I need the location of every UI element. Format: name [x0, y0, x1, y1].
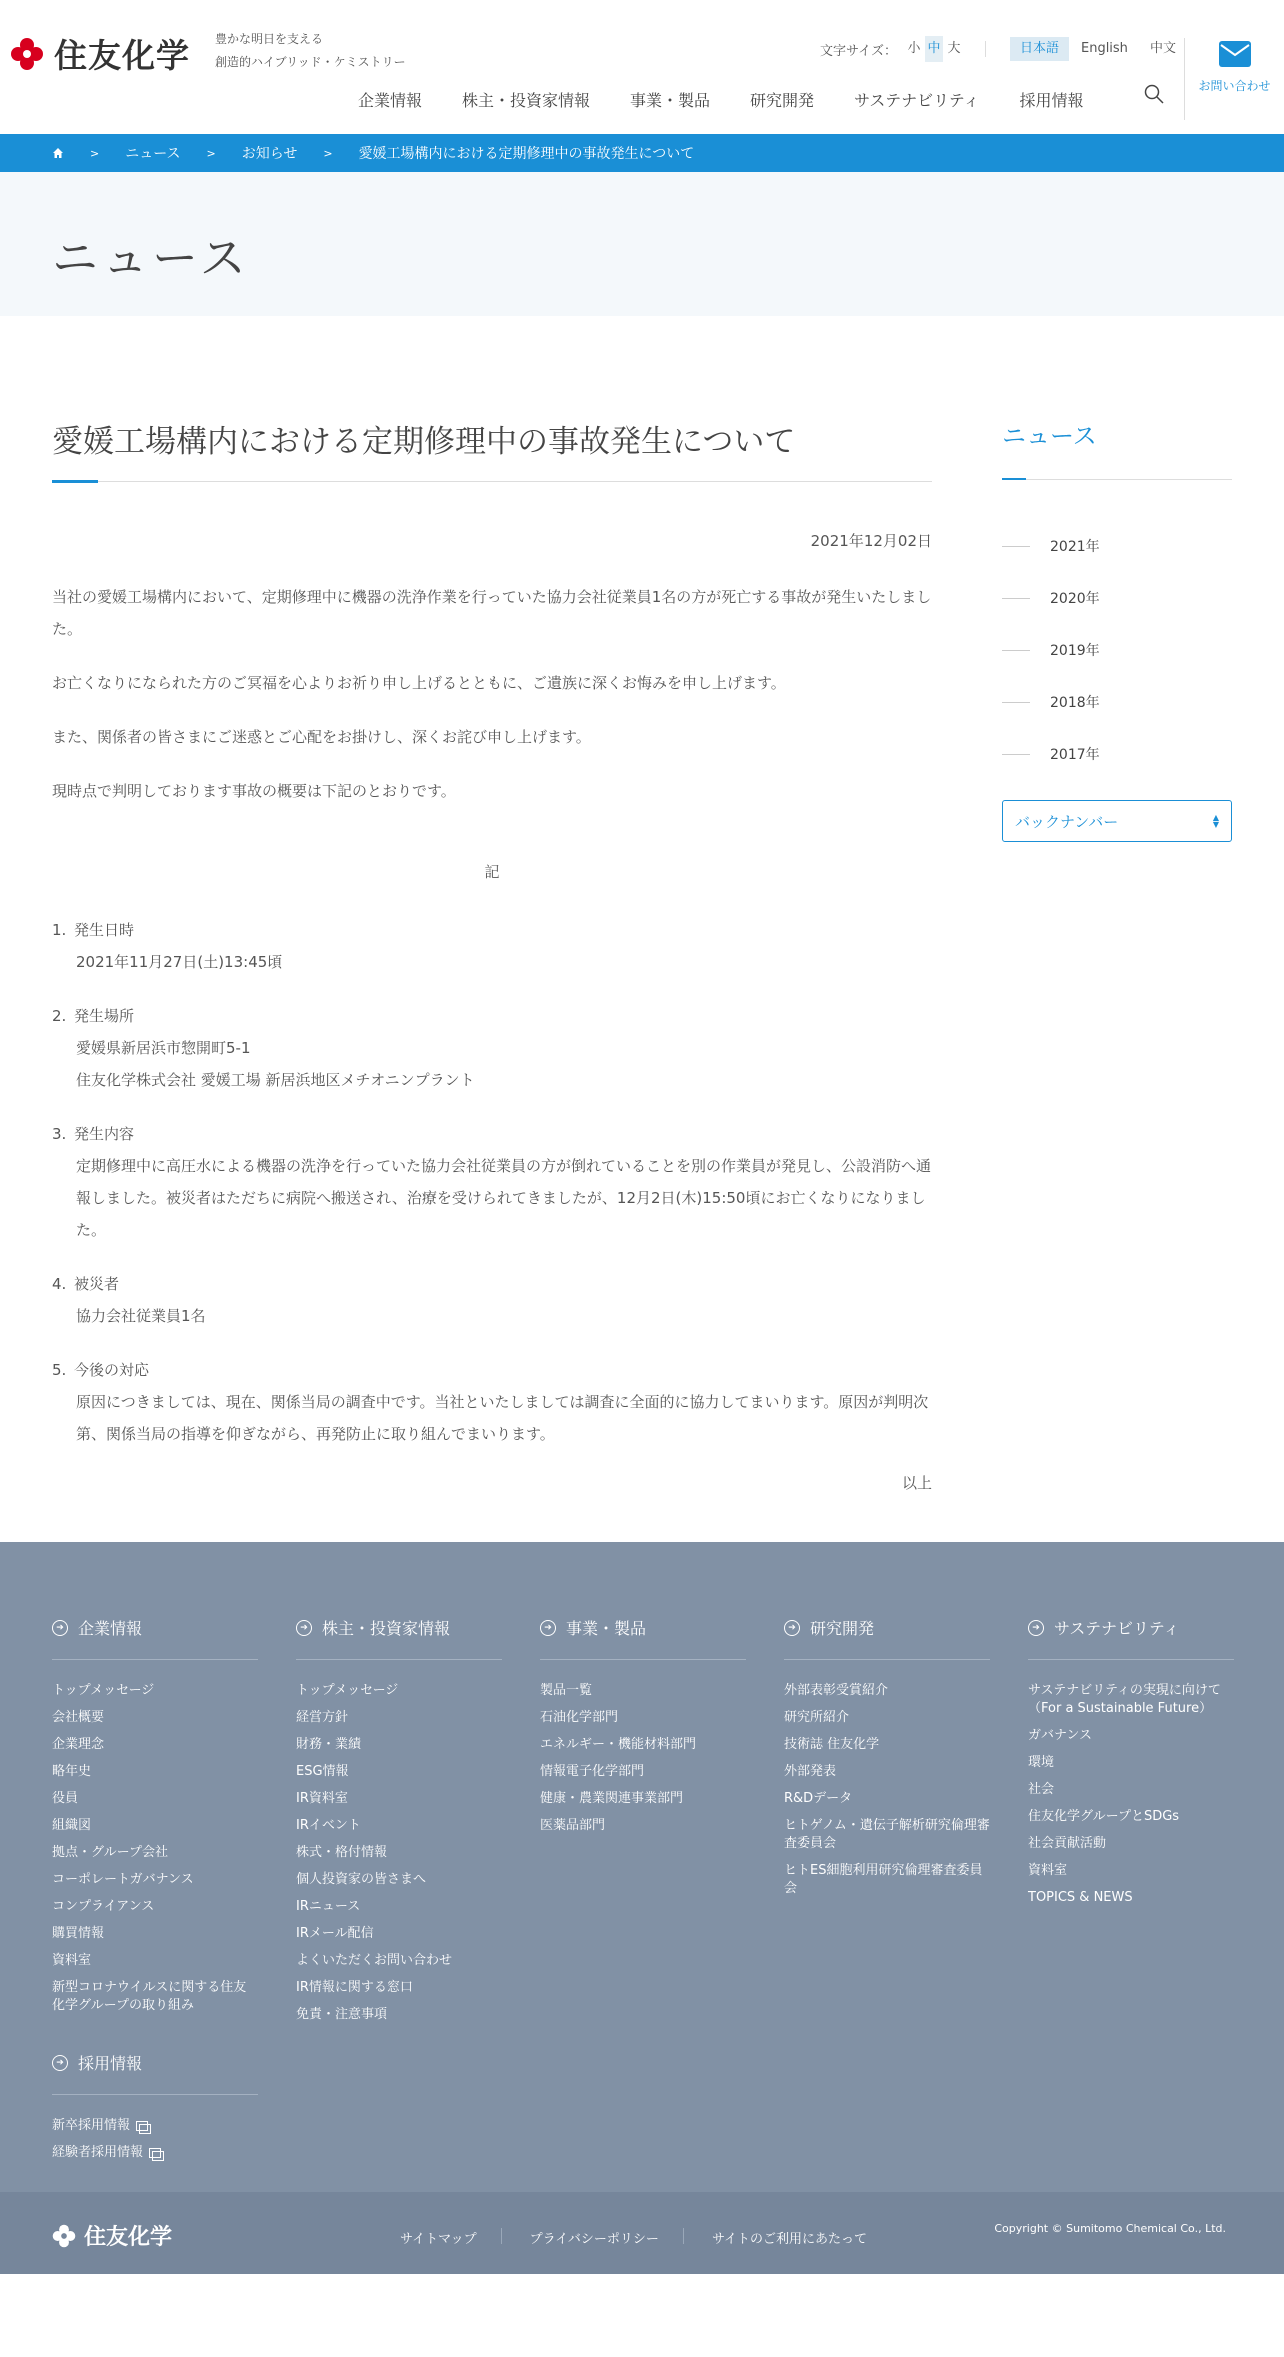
sidebar-year-2021[interactable]: 2021年	[1002, 520, 1232, 572]
footer-link[interactable]: 社会貢献活動	[1028, 1836, 1107, 1851]
footer-link[interactable]: 資料室	[1028, 1863, 1068, 1878]
nav-sustainability[interactable]: サステナビリティ	[854, 91, 980, 110]
footer-link[interactable]: ヒトゲノム・遺伝子解析研究倫理審査委員会	[784, 1818, 990, 1851]
detail-number: 4.	[52, 1275, 67, 1293]
footer-heading[interactable]	[784, 1616, 990, 1660]
footer-logo[interactable]	[52, 2220, 172, 2251]
backnumber-select[interactable]	[1002, 800, 1232, 842]
article	[52, 416, 932, 1493]
footer-link[interactable]: 役員	[52, 1791, 79, 1806]
footer-link[interactable]: トップメッセージ	[296, 1683, 399, 1698]
copyright: Copyright © Sumitomo Chemical Co., Ltd.	[994, 2222, 1226, 2235]
detail-heading: 発生内容	[74, 1125, 135, 1143]
divider	[501, 2228, 502, 2244]
footer-link[interactable]: よくいただくお問い合わせ	[296, 1953, 453, 1968]
footer-link[interactable]: IRニュース	[296, 1899, 361, 1914]
lang-japanese-button[interactable]: 日本語	[1010, 37, 1069, 61]
footer-col-products	[540, 1616, 746, 1844]
footer-heading-recruit[interactable]	[52, 2051, 258, 2095]
article-paragraph: 当社の愛媛工場構内において、定期修理中に機器の洗浄作業を行っていた協力会社従業員1名の方が死亡する事故が発生いたしました。	[52, 588, 932, 638]
footer-link[interactable]: 略年史	[52, 1764, 92, 1779]
font-size-small-button[interactable]: 小	[907, 41, 921, 56]
tagline-line-1: 豊かな明日を支える	[215, 32, 324, 46]
footer-link[interactable]: 社会	[1028, 1782, 1055, 1797]
footer-link[interactable]: コンプライアンス	[52, 1899, 155, 1914]
terms-of-use-link[interactable]: サイトのご利用にあたって	[711, 2232, 868, 2247]
site-logo[interactable]	[10, 30, 190, 77]
detail-heading: 今後の対応	[74, 1361, 150, 1379]
footer-link[interactable]: IRイベント	[296, 1818, 361, 1833]
footer-link[interactable]: 会社概要	[52, 1710, 105, 1725]
footer-heading-label: 研究開発	[810, 1619, 875, 1638]
footer-link[interactable]	[52, 2117, 258, 2135]
footer-link[interactable]: 新型コロナウイルスに関する住友化学グループの取り組み	[52, 1980, 247, 2013]
footer-link[interactable]: 購買情報	[52, 1926, 105, 1941]
closing-mark: 以上	[901, 1474, 932, 1492]
detail-item	[52, 1118, 932, 1246]
footer-link[interactable]: 研究所紹介	[784, 1710, 850, 1725]
footer-heading[interactable]	[1028, 1616, 1234, 1660]
footer-link[interactable]: 個人投資家の皆さまへ	[296, 1872, 427, 1887]
footer-col-rd	[784, 1616, 990, 1907]
footer-link[interactable]: 組織図	[52, 1818, 92, 1833]
arrow-circle-icon: ➔	[52, 1620, 68, 1636]
breadcrumb-separator: >	[323, 146, 333, 160]
article-paragraph: お亡くなりになられた方のご冥福を心よりお祈り申し上げるとともに、ご遺族に深くお悔みを申し上げます。	[52, 674, 786, 692]
font-size-medium-button[interactable]: 中	[925, 36, 943, 62]
detail-body: 協力会社従業員1名	[76, 1307, 206, 1325]
arrow-circle-icon: ➔	[52, 2055, 68, 2071]
detail-heading: 発生場所	[74, 1007, 135, 1025]
contact-button[interactable]	[1184, 38, 1284, 120]
sidebar-year-2020[interactable]: 2020年	[1002, 572, 1232, 624]
nav-investors[interactable]: 株主・投資家情報	[462, 91, 591, 110]
sidebar-year-2017[interactable]: 2017年	[1002, 728, 1232, 780]
sitemap-link[interactable]: サイトマップ	[400, 2232, 477, 2247]
main-content	[0, 316, 1284, 1542]
tagline	[215, 28, 406, 74]
detail-number: 3.	[52, 1125, 67, 1143]
sidebar-title[interactable]: ニュース	[1002, 416, 1232, 480]
global-nav	[358, 88, 1124, 111]
divider	[683, 2228, 684, 2244]
footer-link[interactable]: 拠点・グループ会社	[52, 1845, 168, 1860]
logo-text: 住友化学	[54, 36, 190, 75]
footer-link[interactable]: 株式・格付情報	[296, 1845, 388, 1860]
sidebar-year-2018[interactable]: 2018年	[1002, 676, 1232, 728]
detail-body: 2021年11月27日(土)13:45頃	[76, 953, 283, 971]
detail-number: 1.	[52, 921, 67, 939]
mail-icon	[1219, 41, 1251, 67]
footer-col-sustainability	[1028, 1616, 1234, 1916]
footer-link[interactable]: 企業理念	[52, 1737, 105, 1752]
footer-link[interactable]: R&Dデータ	[784, 1791, 853, 1806]
footer-bottom-bar	[0, 2192, 1284, 2274]
footer-logo-text: 住友化学	[84, 2225, 173, 2250]
external-link-icon	[149, 2148, 161, 2158]
detail-number: 5.	[52, 1361, 67, 1379]
backnumber-label: バックナンバー	[1015, 812, 1119, 831]
footer-links	[540, 1682, 746, 1835]
footer-recruit-links	[52, 2117, 258, 2162]
footer-heading-label: サステナビリティ	[1054, 1619, 1180, 1638]
footer-link[interactable]: サステナビリティの実現に向けて（For a Sustainable Future）	[1028, 1683, 1221, 1716]
footer-link[interactable]: 財務・業績	[296, 1737, 362, 1752]
article-paragraph: また、関係者の皆さまにご迷惑とご心配をお掛けし、深くお詫び申し上げます。	[52, 728, 591, 746]
footer-link[interactable]: 石油化学部門	[540, 1710, 619, 1725]
footer-link[interactable]: IRメール配信	[296, 1926, 374, 1941]
footer-link[interactable]: 技術誌 住友化学	[784, 1737, 880, 1752]
footer-link[interactable]: IR資料室	[296, 1791, 348, 1806]
footer-heading[interactable]	[540, 1616, 746, 1660]
arrow-circle-icon: ➔	[296, 1620, 312, 1636]
article-paragraph: 現時点で判明しております事故の概要は下記のとおりです。	[52, 782, 456, 800]
breadcrumb-current: 愛媛工場構内における定期修理中の事故発生について	[358, 146, 695, 162]
footer-links	[296, 1682, 502, 2024]
breadcrumb-separator: >	[206, 146, 216, 160]
detail-body: 定期修理中に高圧水による機器の洗浄を行っていた協力会社従業員の方が倒れていることを別の作業員が発見し、公設消防へ通報しました。被災者はただちに病院へ搬送され、治療を受けられてきましたが、12月2日(木)15:50頃にお亡くなりになりました。	[76, 1157, 932, 1239]
font-size-label: 文字サイズ：	[820, 43, 897, 59]
detail-item	[52, 1000, 932, 1096]
arrow-circle-icon: ➔	[1028, 1620, 1044, 1636]
footer-link[interactable]: エネルギー・機能材料部門	[540, 1737, 697, 1752]
incident-details	[52, 914, 932, 1450]
article-title: 愛媛工場構内における定期修理中の事故発生について	[52, 416, 932, 482]
site-header	[0, 0, 1284, 134]
search-icon[interactable]	[1144, 84, 1164, 108]
tagline-line-2: 創造的ハイブリッド・ケミストリー	[215, 55, 406, 69]
privacy-policy-link[interactable]: プライバシーポリシー	[529, 2232, 659, 2247]
detail-body: 住友化学株式会社 愛媛工場 新居浜地区メチオニンプラント	[76, 1071, 475, 1089]
footer-links	[784, 1682, 990, 1898]
footer-heading[interactable]	[296, 1616, 502, 1660]
footer-link[interactable]: ヒトES細胞利用研究倫理審査委員会	[784, 1863, 983, 1896]
footer-link[interactable]: ガバナンス	[1028, 1728, 1092, 1743]
nav-corporate[interactable]: 企業情報	[358, 91, 423, 110]
nav-products[interactable]: 事業・製品	[630, 91, 711, 110]
footer-link[interactable]	[52, 2144, 258, 2162]
font-size-large-button[interactable]: 大	[947, 41, 961, 56]
article-date: 2021年12月02日	[810, 532, 932, 550]
footer-col-investors	[296, 1616, 502, 2033]
detail-item	[52, 1354, 932, 1450]
detail-heading: 発生日時	[74, 921, 135, 939]
sidebar	[1002, 416, 1232, 842]
page-hero	[0, 172, 1284, 316]
logo-flower-icon	[52, 2224, 76, 2248]
sidebar-year-2019[interactable]: 2019年	[1002, 624, 1232, 676]
logo-flower-icon	[10, 37, 44, 71]
footer-link-label: 経験者採用情報	[52, 2145, 144, 2160]
site-footer	[0, 1542, 1284, 2274]
home-icon[interactable]	[52, 147, 64, 159]
breadcrumb-notices[interactable]: お知らせ	[241, 146, 298, 162]
breadcrumb	[0, 134, 1284, 172]
select-arrows-icon: ▲ ▼	[1212, 813, 1219, 829]
footer-link[interactable]: 情報電子化学部門	[540, 1764, 645, 1779]
detail-item	[52, 914, 932, 978]
year-list	[1002, 520, 1232, 780]
footer-link[interactable]: コーポレートガバナンス	[52, 1872, 194, 1887]
footer-link[interactable]: 経営方針	[296, 1710, 349, 1725]
footer-link[interactable]: 健康・農業関連事業部門	[540, 1791, 684, 1806]
footer-heading[interactable]	[52, 1616, 258, 1660]
utility-divider	[985, 41, 986, 57]
nav-recruit[interactable]: 採用情報	[1019, 91, 1084, 110]
page-title: ニュース	[52, 231, 250, 285]
arrow-circle-icon: ➔	[540, 1620, 556, 1636]
detail-number: 2.	[52, 1007, 67, 1025]
footer-link[interactable]: 外部表彰受賞紹介	[784, 1683, 889, 1698]
footer-links	[1028, 1682, 1234, 1907]
footer-link[interactable]: 医薬品部門	[540, 1818, 606, 1833]
contact-label: お問い合わせ	[1198, 79, 1271, 93]
footer-bottom-links	[400, 2228, 891, 2247]
footer-links	[52, 1682, 258, 2015]
breadcrumb-separator: >	[90, 146, 100, 160]
utility-bar	[820, 36, 1188, 62]
footer-link[interactable]: トップメッセージ	[52, 1683, 155, 1698]
nav-rd[interactable]: 研究開発	[750, 91, 815, 110]
breadcrumb-news[interactable]: ニュース	[125, 146, 181, 162]
footer-heading-label: 事業・製品	[566, 1619, 647, 1638]
external-link-icon	[136, 2121, 148, 2131]
arrow-circle-icon: ➔	[784, 1620, 800, 1636]
footer-link[interactable]: 資料室	[52, 1953, 92, 1968]
footer-link[interactable]: 製品一覧	[540, 1683, 593, 1698]
footer-heading-label: 採用情報	[78, 2054, 143, 2073]
detail-body: 愛媛県新居浜市惣開町5-1	[76, 1039, 251, 1057]
footer-link[interactable]: TOPICS & NEWS	[1028, 1890, 1133, 1905]
footer-link-label: 新卒採用情報	[52, 2118, 131, 2133]
footer-link[interactable]: IR情報に関する窓口	[296, 1980, 413, 1995]
detail-heading: 被災者	[74, 1275, 120, 1293]
footer-link[interactable]: 外部発表	[784, 1764, 837, 1779]
detail-item	[52, 1268, 932, 1332]
ki-heading: 記	[484, 863, 500, 881]
footer-heading-label: 企業情報	[78, 1619, 143, 1638]
detail-body: 原因につきましては、現在、関係当局の調査中です。当社といたしましては調査に全面的に協力してまいります。原因が判明次第、関係当局の指導を仰ぎながら、再発防止に取り組んでまいります。	[76, 1393, 929, 1443]
lang-english-button[interactable]: English	[1080, 41, 1128, 56]
footer-col-corporate	[52, 1616, 258, 2171]
footer-link[interactable]: 住友化学グループとSDGs	[1028, 1809, 1180, 1824]
footer-heading-label: 株主・投資家情報	[322, 1619, 451, 1638]
lang-chinese-button[interactable]: 中文	[1149, 41, 1176, 56]
footer-link[interactable]: 環境	[1028, 1755, 1055, 1770]
footer-link[interactable]: ESG情報	[296, 1764, 349, 1779]
footer-link[interactable]: 免責・注意事項	[296, 2007, 388, 2022]
